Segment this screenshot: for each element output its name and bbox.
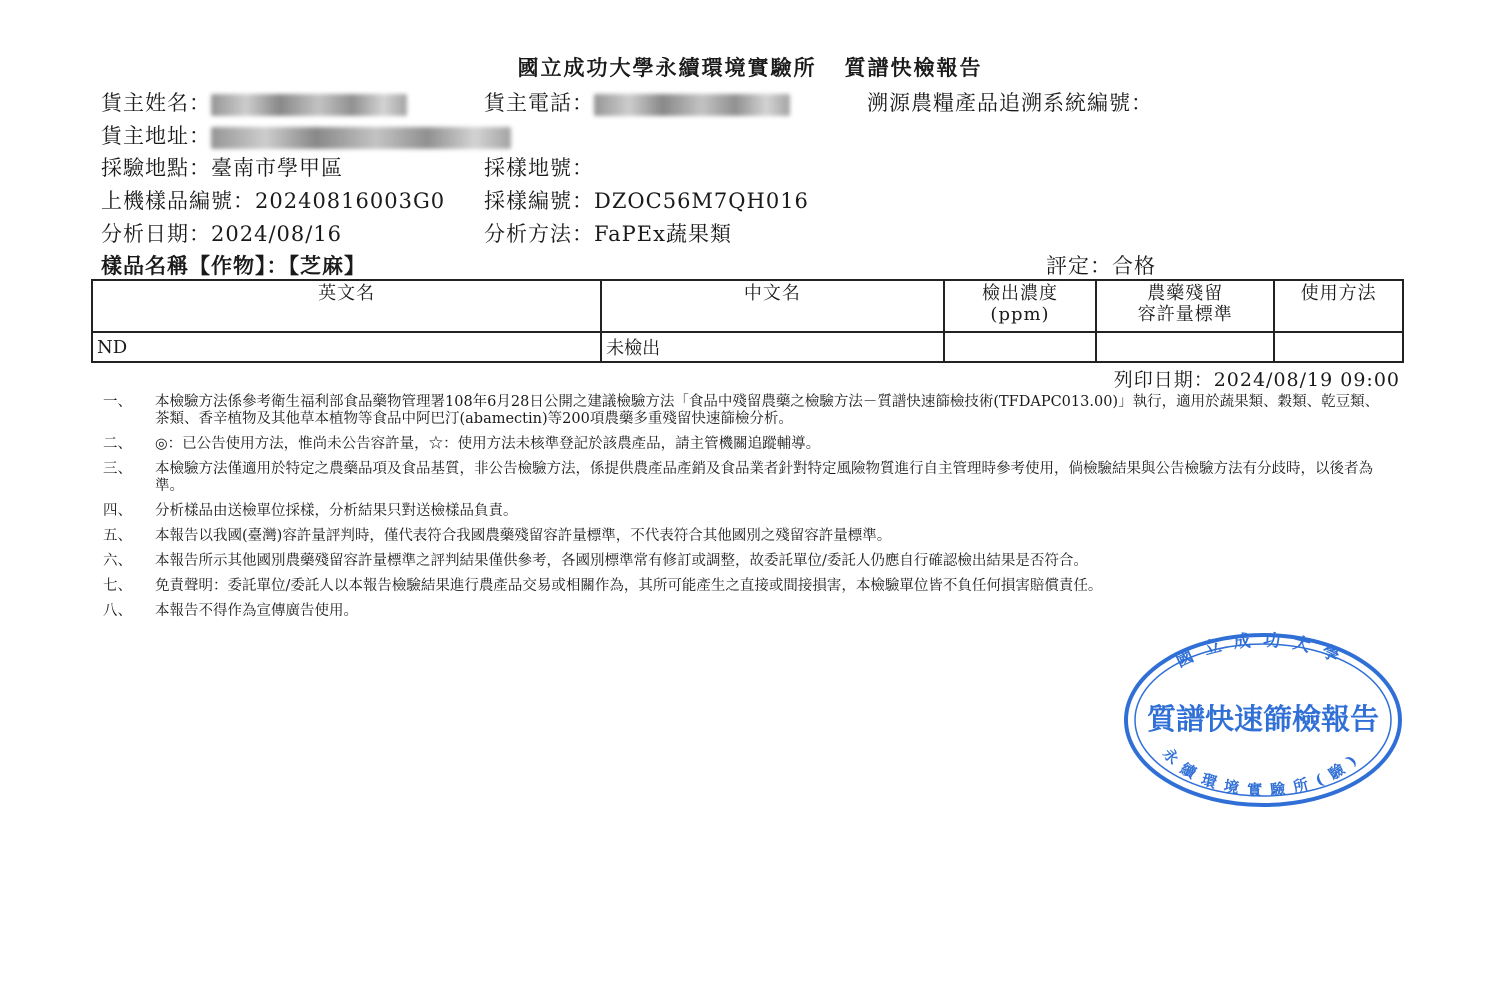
- note-text: ◎：已公告使用方法，惟尚未公告容許量，☆：使用方法未核準登記於該農產品，請主管機關追蹤輔導。: [155, 436, 821, 452]
- list-item: [103, 436, 1393, 453]
- header-mrl: [1096, 280, 1274, 332]
- note-number: 六、: [103, 553, 132, 569]
- table-row: [92, 332, 1403, 362]
- print-date: 列印日期：2024/08/19 09:00: [1113, 369, 1400, 391]
- official-seal-stamp: [1118, 628, 1408, 813]
- cell-english-name: ND: [92, 332, 601, 362]
- note-text: 分析樣品由送檢單位採樣，分析結果只對送檢樣品負責。: [155, 503, 518, 519]
- list-item: [103, 394, 1393, 428]
- note-number: 三、: [103, 461, 132, 477]
- results-table: [91, 279, 1404, 363]
- seal-top-text: 國立成功大學: [1172, 630, 1354, 672]
- note-number: 二、: [103, 436, 132, 452]
- verdict: 評定：合格: [1046, 254, 1156, 278]
- sample-id: 上機樣品編號：20240816003G0: [101, 189, 446, 213]
- header-mrl-line1: 農藥殘留: [1147, 283, 1224, 304]
- note-text: 本報告所示其他國別農藥殘留容許量標準之評判結果僅供參考，各國別標準常有修訂或調整，故委託單位/委託人仍應自行確認檢出結果是否符合。: [155, 553, 1088, 569]
- owner-address-row: [101, 120, 511, 150]
- institution-name: 國立成功大學永續環境實驗所: [517, 55, 817, 80]
- note-text: 本檢驗方法僅適用於特定之農藥品項及食品基質，非公告檢驗方法，係提供農產品產銷及食品業者針對特定風險物質進行自主管理時參考使用，倘檢驗結果與公告檢驗方法有分歧時，以後者為準。: [155, 461, 1373, 494]
- redacted-owner-name: [211, 94, 407, 116]
- notes-list: [103, 394, 1393, 628]
- cell-mrl: [1096, 332, 1274, 362]
- list-item: [103, 603, 1393, 620]
- owner-name-label: 貨主姓名：: [101, 91, 211, 115]
- list-item: [103, 528, 1393, 545]
- cell-chinese-name: 未檢出: [601, 332, 943, 362]
- header-english-name: 英文名: [92, 280, 601, 332]
- note-text: 本報告不得作為宣傳廣告使用。: [155, 603, 358, 619]
- note-text: 本報告以我國(臺灣)容許量評判時，僅代表符合我國農藥殘留容許量標準，不代表符合其他國別之殘留容許量標準。: [155, 528, 892, 544]
- analysis-date: 分析日期：2024/08/16: [101, 222, 343, 246]
- owner-name-row: [101, 87, 407, 117]
- redacted-owner-address: [211, 127, 511, 149]
- cell-concentration: [944, 332, 1097, 362]
- sampling-location: 採驗地點：臺南市學甲區: [101, 156, 343, 180]
- note-number: 四、: [103, 503, 132, 519]
- list-item: [103, 553, 1393, 570]
- list-item: [103, 503, 1393, 520]
- header-usage: 使用方法: [1274, 280, 1403, 332]
- note-text: 免責聲明：委託單位/委託人以本報告檢驗結果進行農產品交易或相關作為，其所可能產生之直接或間接損害，本檢驗單位皆不負任何損害賠償責任。: [155, 578, 1103, 594]
- owner-phone-label: 貨主電話：: [484, 91, 594, 115]
- note-number: 七、: [103, 578, 132, 594]
- note-number: 八、: [103, 603, 132, 619]
- report-type: 質譜快檢報告: [844, 55, 983, 80]
- redacted-owner-phone: [594, 94, 790, 116]
- seal-bottom-text: 永續環境實驗所(驗): [1159, 744, 1367, 800]
- note-number: 一、: [103, 394, 132, 410]
- list-item: [103, 578, 1393, 595]
- analysis-method: 分析方法：FaPEx蔬果類: [484, 222, 732, 246]
- sampling-lot: 採樣地號：: [484, 156, 594, 180]
- sampling-number: 採樣編號：DZOC56M7QH016: [484, 189, 809, 213]
- trace-number-label: 溯源農糧產品追溯系統編號：: [867, 91, 1153, 115]
- owner-address-label: 貨主地址：: [101, 124, 211, 148]
- note-text: 本檢驗方法係參考衛生福利部食品藥物管理署108年6月28日公開之建議檢驗方法「食品中殘留農藥之檢驗方法－質譜快速篩檢技術(TFDAPC013.00)」執行，適用於蔬果類、穀類、乾豆類、茶類、香辛植物及其他草本植物等食品中阿巴汀(abamectin)等200項農藥多重殘留快速篩檢分析。: [155, 394, 1380, 427]
- list-item: [103, 461, 1393, 495]
- seal-center-text: 質譜快速篩檢報告: [1146, 702, 1380, 736]
- header-mrl-line2: 容許量標準: [1137, 304, 1233, 325]
- sample-name: 樣品名稱【作物】：【芝麻】: [101, 253, 366, 278]
- cell-usage: [1274, 332, 1403, 362]
- table-header-row: [92, 280, 1403, 332]
- header-chinese-name: 中文名: [601, 280, 943, 332]
- note-number: 五、: [103, 528, 132, 544]
- header-concentration: [944, 280, 1097, 332]
- owner-phone-row: [484, 87, 790, 117]
- header-concentration-line1: 檢出濃度: [982, 283, 1059, 304]
- report-title: [0, 52, 1500, 82]
- header-concentration-unit: (ppm): [990, 304, 1050, 325]
